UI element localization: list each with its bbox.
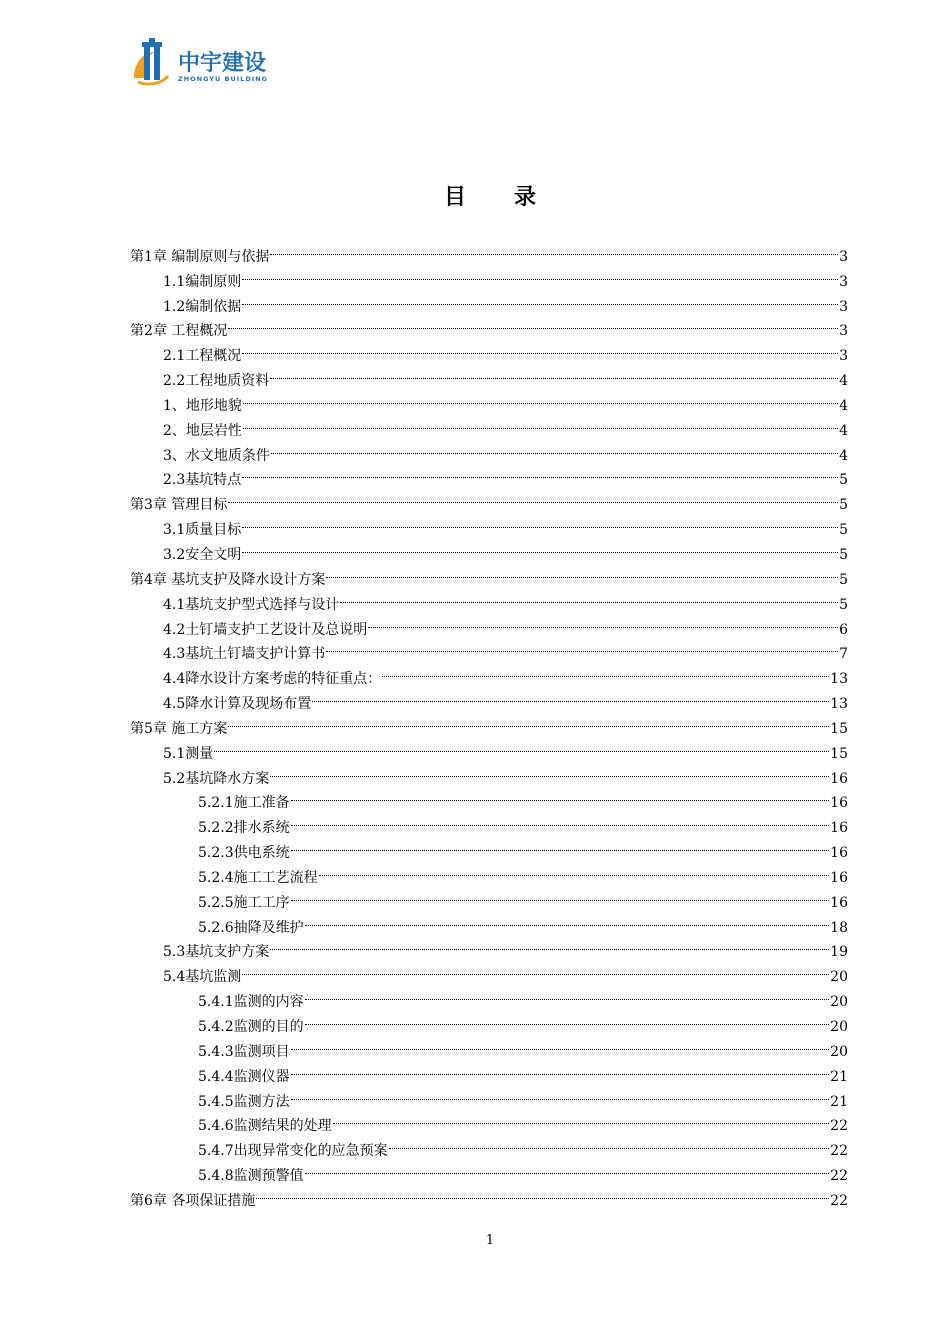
toc-entry-page: 5	[839, 571, 848, 588]
toc-leader-dots	[243, 385, 838, 410]
toc-entry-page: 3	[839, 348, 848, 365]
toc-entry-title: 第3章 管理目标	[130, 497, 228, 514]
toc-entry[interactable]	[130, 708, 848, 737]
toc-leader-dots	[382, 658, 829, 683]
toc-entry-page: 18	[830, 919, 848, 936]
toc-leader-dots	[326, 559, 838, 584]
toc-leader-dots	[291, 783, 830, 808]
toc-entry-title: 1、地形地貌	[163, 397, 242, 414]
toc-leader-dots	[243, 410, 838, 435]
toc-entry-page: 4	[839, 373, 848, 390]
toc-leader-dots	[242, 286, 838, 311]
toc-entry-page: 16	[830, 894, 848, 911]
toc-leader-dots	[228, 311, 838, 336]
page-number: 1	[485, 1233, 495, 1248]
toc-entry-page: 13	[830, 696, 848, 713]
toc-entry-title: 5.4.8监测预警值	[198, 1168, 304, 1185]
toc-entry-page: 22	[830, 1118, 848, 1135]
toc-entry-title: 5.4基坑监测	[163, 969, 242, 986]
toc-entry-title: 2.2工程地质资料	[163, 373, 270, 390]
toc-entry-page: 20	[830, 994, 848, 1011]
toc-title-part-2: 录	[514, 184, 537, 210]
toc-leader-dots	[270, 236, 838, 261]
toc-entry-title: 5.2.2排水系统	[198, 820, 290, 837]
toc-leader-dots	[305, 1155, 830, 1180]
toc-entry-title: 5.2基坑降水方案	[163, 770, 270, 787]
toc-leader-dots	[291, 1081, 830, 1106]
toc-entry-page: 3	[839, 248, 848, 265]
toc-entry[interactable]	[130, 335, 848, 365]
toc-entry-page: 4	[839, 447, 848, 464]
toc-leader-dots	[333, 1106, 830, 1131]
toc-entry-title: 4.3基坑土钉墙支护计算书	[163, 646, 326, 663]
toc-entry-page: 20	[830, 1019, 848, 1035]
toc-entry-page: 16	[830, 770, 848, 787]
toc-leader-dots	[305, 981, 830, 1006]
toc-entry-page: 19	[830, 944, 848, 961]
toc-entry-title: 2.1工程概况	[163, 348, 242, 365]
toc-entry[interactable]	[130, 509, 848, 539]
toc-entry-title: 1.2编制依据	[163, 298, 242, 315]
toc-entry-page: 22	[830, 1192, 848, 1209]
toc-entry-page: 15	[830, 720, 848, 737]
toc-entry-page: 20	[830, 1043, 848, 1060]
toc-entry-title: 5.2.3供电系统	[198, 845, 290, 862]
toc-entry-title: 第6章 各项保证措施	[130, 1192, 256, 1209]
toc-leader-dots	[270, 360, 838, 385]
toc-leader-dots	[389, 1130, 830, 1155]
toc-leader-dots	[368, 609, 838, 634]
company-logo	[128, 38, 298, 88]
toc-entry-title: 5.4.3监测项目	[198, 1043, 290, 1060]
toc-entry-page: 5	[839, 497, 848, 514]
toc-entry-title: 5.3基坑支护方案	[163, 944, 270, 961]
toc-entry-title: 第1章 编制原则与依据	[130, 248, 270, 265]
toc-entry-page: 22	[830, 1168, 848, 1185]
toc-entry-title: 2.3基坑特点	[163, 472, 242, 489]
toc-leader-dots	[242, 335, 838, 360]
toc-entry-page: 15	[830, 745, 848, 762]
toc-leader-dots	[228, 484, 838, 509]
toc-entry-title: 第2章 工程概况	[130, 323, 228, 340]
toc-entry-page: 5	[839, 546, 848, 563]
toc-entry-title: 5.4.6监测结果的处理	[198, 1118, 332, 1135]
toc-entry-page: 16	[830, 869, 848, 886]
toc-leader-dots	[340, 584, 838, 609]
toc-entry-title: 4.1基坑支护型式选择与设计	[163, 596, 340, 613]
toc-leader-dots	[291, 832, 830, 857]
toc-entry-title: 5.2.4施工工艺流程	[198, 869, 318, 886]
toc-leader-dots	[242, 509, 838, 534]
toc-entry-title: 3、水文地质条件	[163, 447, 270, 464]
toc-entry-title: 5.4.5监测方法	[198, 1093, 290, 1110]
toc-entry-title: 5.4.2监测的目的	[198, 1019, 304, 1035]
toc-leader-dots	[319, 857, 830, 882]
logo-text-cn: 中宇建设	[178, 51, 267, 76]
toc-leader-dots	[242, 534, 838, 559]
toc-entry-title: 第4章 基坑支护及降水设计方案	[130, 571, 326, 588]
toc-entry-page: 4	[839, 397, 848, 414]
toc-leader-dots	[242, 460, 838, 485]
toc-entry-title: 5.4.1监测的内容	[198, 994, 304, 1011]
toc-leader-dots	[291, 807, 830, 832]
toc-entry-title: 第5章 施工方案	[130, 720, 228, 737]
toc-entry-page: 21	[830, 1068, 848, 1085]
toc-entry-page: 6	[839, 621, 848, 638]
toc-leader-dots	[214, 733, 829, 758]
toc-entry-page: 22	[830, 1143, 848, 1160]
toc-entry-title: 5.4.7出现异常变化的应急预案	[198, 1143, 388, 1160]
toc-entry-page: 16	[830, 820, 848, 837]
toc-leader-dots	[291, 1031, 830, 1056]
toc-leader-dots	[291, 1056, 830, 1081]
toc-entry-page: 5	[839, 472, 848, 489]
toc-entry-page: 3	[839, 323, 848, 340]
toc-entry[interactable]	[130, 311, 848, 340]
toc-entry-page: 5	[839, 522, 848, 539]
toc-entry-page: 13	[830, 671, 848, 688]
toc-leader-dots	[312, 683, 829, 708]
toc-entry-title: 4.5降水计算及现场布置	[163, 696, 312, 713]
toc-entry-title: 5.4.4监测仪器	[198, 1068, 290, 1085]
toc-title	[0, 180, 950, 211]
toc-entry-title: 5.2.6抽降及维护	[198, 919, 304, 936]
toc-entry-page: 5	[839, 596, 848, 613]
toc-entry[interactable]	[130, 236, 848, 265]
toc-leader-dots	[270, 932, 829, 957]
toc-entry-title: 4.2土钉墙支护工艺设计及总说明	[163, 621, 368, 638]
toc-entry-title: 3.1质量目标	[163, 522, 242, 539]
toc-entry-title: 3.2安全文明	[163, 546, 242, 563]
toc-entry-title: 4.4降水设计方案考虑的特征重点：	[163, 671, 382, 688]
toc-entry-page: 20	[830, 969, 848, 986]
toc-leader-dots	[242, 956, 829, 981]
zhongyu-logo-icon	[128, 38, 298, 88]
toc-entry-page: 3	[839, 298, 848, 315]
toc-entry-page: 3	[839, 273, 848, 290]
toc-leader-dots	[291, 882, 830, 907]
toc-leader-dots	[305, 907, 830, 932]
toc-entry[interactable]	[130, 484, 848, 514]
toc-leader-dots	[228, 708, 829, 733]
toc-entry-page: 16	[830, 845, 848, 862]
toc-leader-dots	[242, 261, 838, 286]
toc-leader-dots	[326, 634, 838, 659]
toc-entry[interactable]	[130, 758, 848, 787]
toc-entry-title: 2、地层岩性	[163, 422, 242, 439]
toc-entry-page: 4	[839, 422, 848, 439]
table-of-contents	[130, 236, 848, 1209]
toc-entry-title: 5.2.5施工工序	[198, 894, 290, 911]
toc-entry-page: 7	[839, 646, 848, 663]
toc-entry[interactable]	[130, 733, 848, 762]
toc-entry-title: 5.2.1施工准备	[198, 795, 290, 812]
toc-leader-dots	[270, 758, 829, 783]
toc-leader-dots	[256, 1180, 829, 1205]
toc-leader-dots	[305, 1006, 830, 1031]
toc-entry-page: 16	[830, 795, 848, 812]
toc-entry-title: 1.1编制原则	[163, 273, 242, 290]
toc-title-part-1: 目	[443, 184, 466, 210]
toc-leader-dots	[271, 435, 838, 460]
logo-text-en: ZHONGYU BUILDING	[178, 75, 268, 83]
toc-entry-title: 5.1测量	[163, 745, 214, 762]
toc-entry-page: 21	[830, 1093, 848, 1110]
